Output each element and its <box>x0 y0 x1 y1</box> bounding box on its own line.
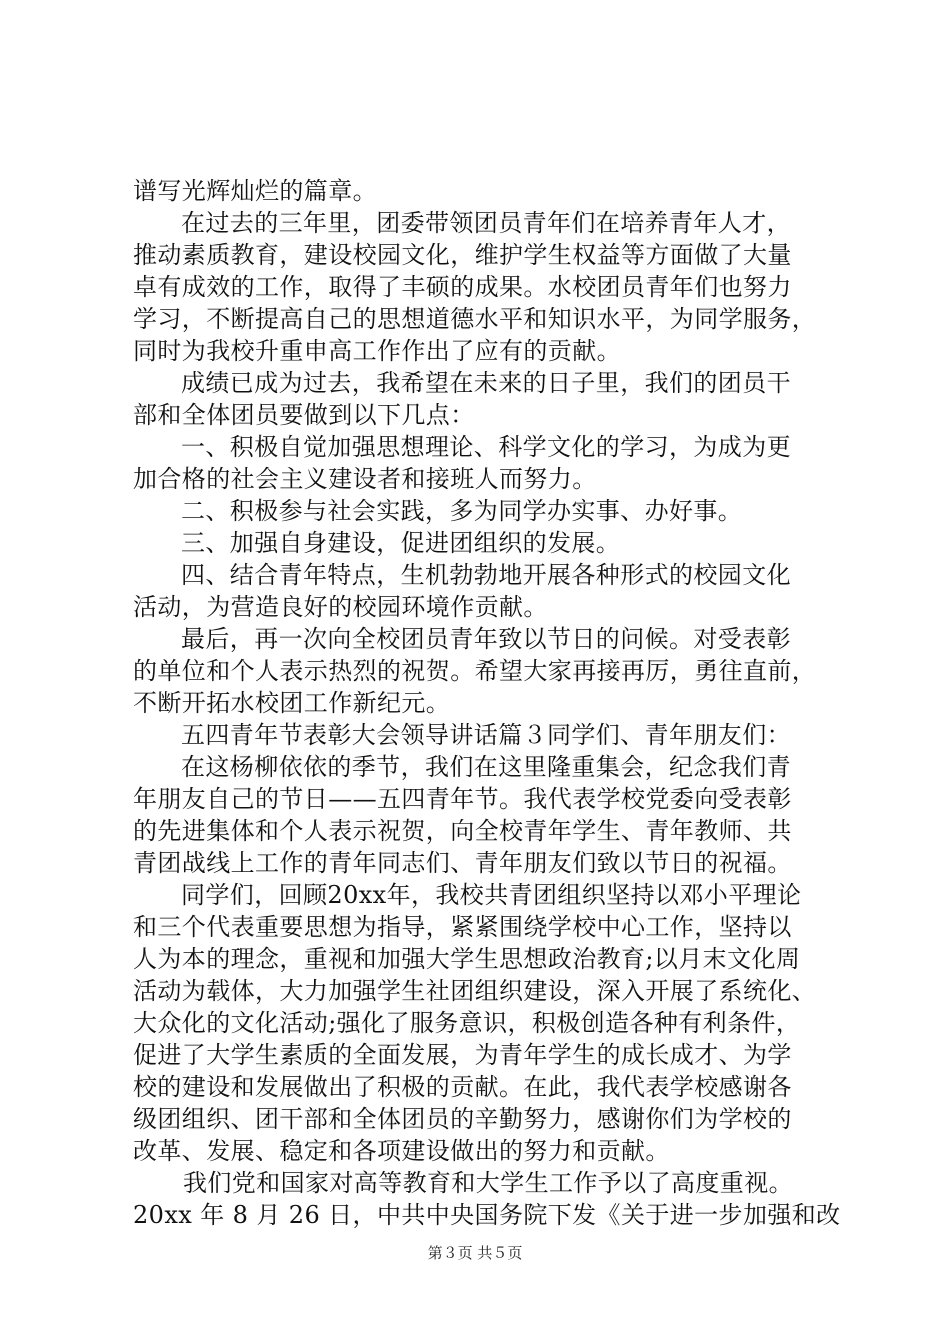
text-line: 加合格的社会主义建设者和接班人而努力。 <box>133 465 597 493</box>
text-line: 的先进集体和个人表示祝贺，向全校青年学生、青年教师、共 <box>133 817 792 845</box>
section-heading: 五四青年节表彰大会领导讲话篇３同学们、青年朋友们： <box>181 721 791 749</box>
text-line: 20xx 年 8 月 26 日，中共中央国务院下发《关于进一步加强和改 <box>133 1201 841 1229</box>
text-line: 同学们，回顾20xx年，我校共青团组织坚持以邓小平理论 <box>181 881 802 909</box>
text-line: 大众化的文化活动;强化了服务意识，积极创造各种有利条件， <box>133 1009 801 1037</box>
text-line: 推动素质教育，建设校园文化，维护学生权益等方面做了大量 <box>133 241 792 269</box>
text-line: 在这杨柳依依的季节，我们在这里隆重集会，纪念我们青 <box>181 753 791 781</box>
text-line: 的单位和个人表示热烈的祝贺。希望大家再接再厉，勇往直前， <box>133 657 817 685</box>
text-line: 和三个代表重要思想为指导，紧紧围绕学校中心工作，坚持以 <box>133 913 792 941</box>
text-line: 卓有成效的工作，取得了丰硕的成果。水校团员青年们也努力 <box>133 273 792 301</box>
text-line: 最后，再一次向全校团员青年致以节日的问候。对受表彰 <box>181 625 791 653</box>
text-line: 同时为我校升重申高工作作出了应有的贡献。 <box>133 337 621 365</box>
text-line: 三、加强自身建设，促进团组织的发展。 <box>181 529 621 557</box>
text-line: 在过去的三年里，团委带领团员青年们在培养青年人才， <box>181 209 791 237</box>
text-line: 不断开拓水校团工作新纪元。 <box>133 689 451 717</box>
text-line: 一、积极自觉加强思想理论、科学文化的学习，为成为更 <box>181 433 791 461</box>
text-line: 级团组织、团干部和全体团员的辛勤努力，感谢你们为学校的 <box>133 1105 792 1133</box>
text-line: 改革、发展、稳定和各项建设做出的努力和贡献。 <box>133 1137 670 1165</box>
text-line: 促进了大学生素质的全面发展，为青年学生的成长成才、为学 <box>133 1041 792 1069</box>
text-line: 谱写光辉灿烂的篇章。 <box>133 177 377 205</box>
text-line: 四、结合青年特点，生机勃勃地开展各种形式的校园文化 <box>181 561 791 589</box>
text-line: 我们党和国家对高等教育和大学生工作予以了高度重视。 <box>183 1169 793 1197</box>
text-line: 活动，为营造良好的校园环境作贡献。 <box>133 593 548 621</box>
text-line: 青团战线上工作的青年同志们、青年朋友们致以节日的祝福。 <box>133 849 792 877</box>
text-line: 校的建设和发展做出了积极的贡献。在此，我代表学校感谢各 <box>133 1073 792 1101</box>
page-number: 第３页 共５页 <box>427 1244 523 1262</box>
text-line: 部和全体团员要做到以下几点： <box>133 401 475 429</box>
text-line: 人为本的理念，重视和加强大学生思想政治教育;以月末文化周 <box>133 945 801 973</box>
text-line: 二、积极参与社会实践，多为同学办实事、办好事。 <box>181 497 743 525</box>
text-line: 活动为载体，大力加强学生社团组织建设，深入开展了系统化、 <box>133 977 817 1005</box>
text-line: 学习，不断提高自己的思想道德水平和知识水平，为同学服务， <box>133 305 817 333</box>
text-line: 年朋友自己的节日——五四青年节。我代表学校党委向受表彰 <box>133 785 792 813</box>
text-line: 成绩已成为过去，我希望在未来的日子里，我们的团员干 <box>181 369 791 397</box>
document-body <box>133 175 841 1231</box>
